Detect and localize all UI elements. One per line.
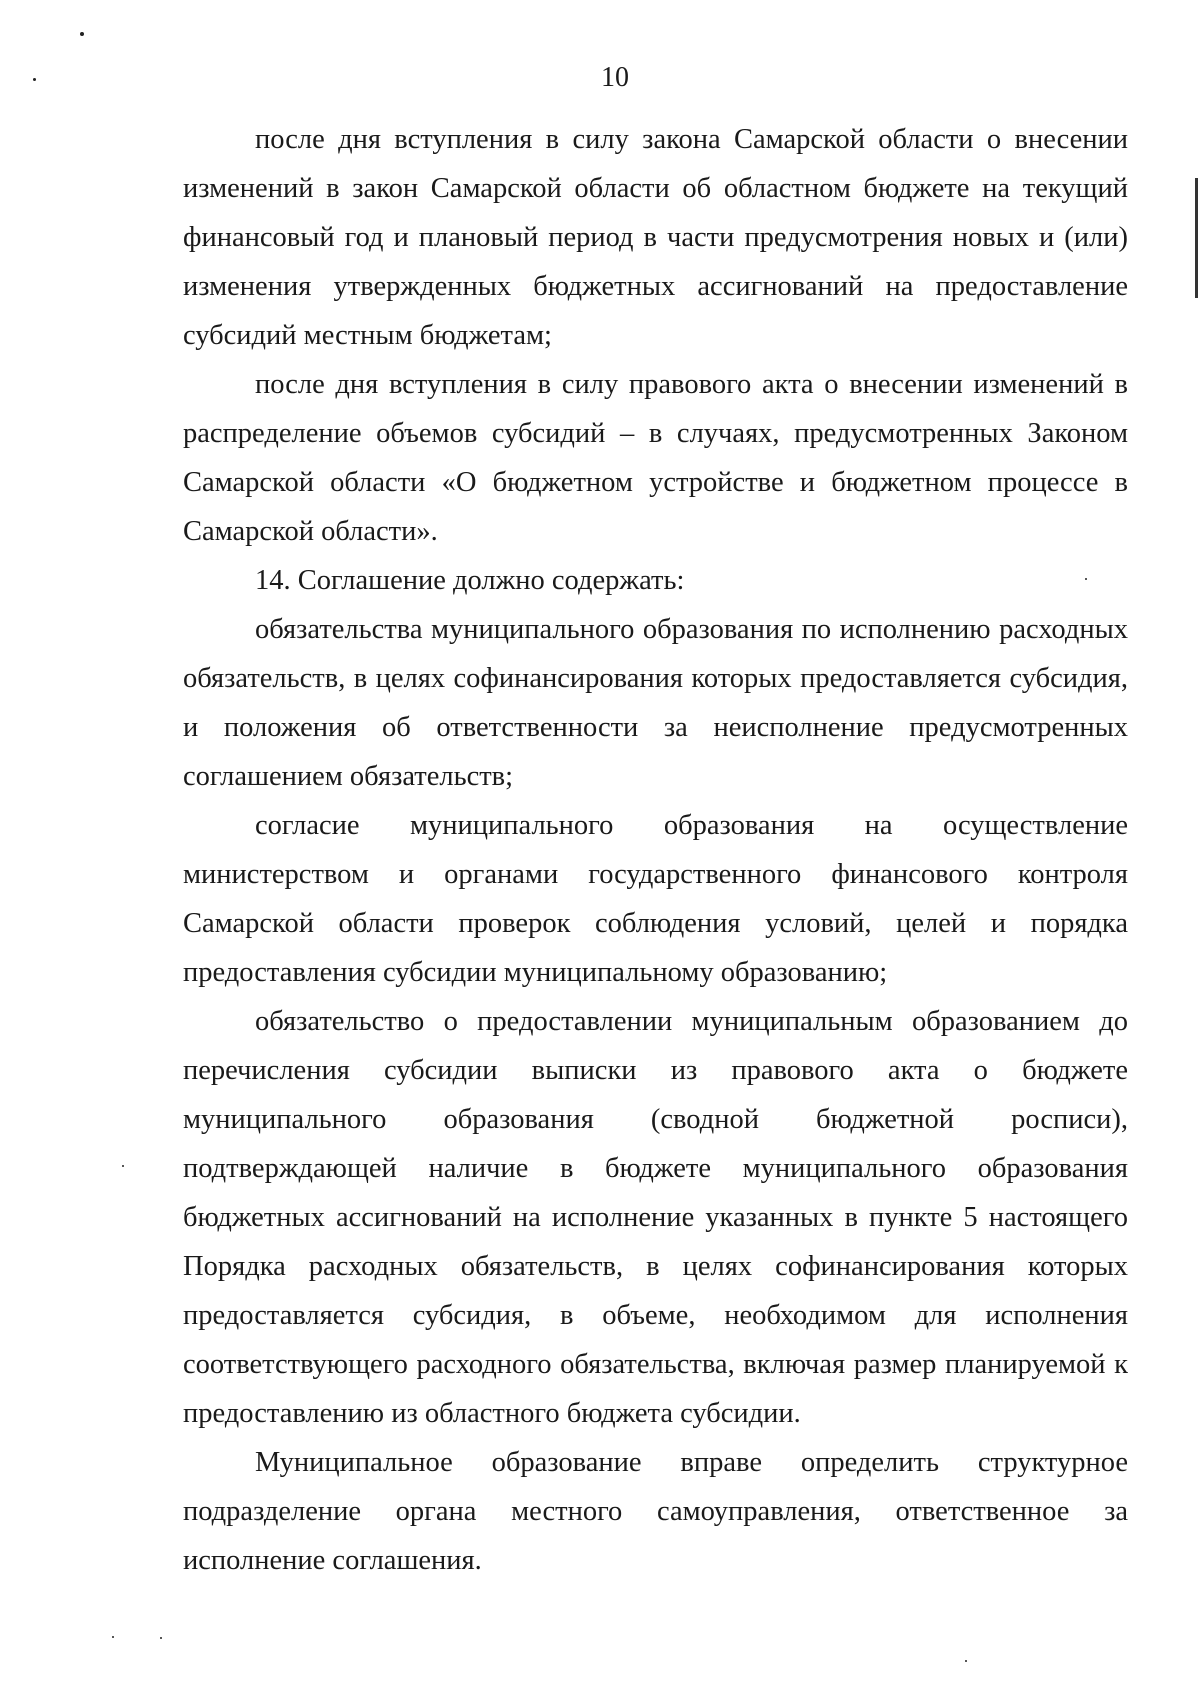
paragraph-budget-law-amendment: после дня вступления в силу закона Самарской области о внесении изменений в закон Самарской области об областном бюджете на текущий финансовый год и плановый период в части предусмотрения новых и (или) изменения утвержденных бюджетных ассигнований на предоставление субсидий местным бюджетам; bbox=[183, 124, 1128, 351]
page-number: 10 bbox=[601, 62, 629, 93]
paragraph-responsible-unit: Муниципальное образование вправе определить структурное подразделение органа местного самоуправления, ответственное за исполнение соглашения. bbox=[183, 1447, 1128, 1576]
paragraph-obligations: обязательства муниципального образования по исполнению расходных обязательств, в целях софинансирования которых предоставляется субсидия, и положения об ответственности за неисполнение предусмотренных соглашением обязательств; bbox=[183, 614, 1128, 792]
scan-speck bbox=[122, 1165, 124, 1167]
paragraph-agreement-heading: 14. Соглашение должно содержать: bbox=[255, 565, 685, 596]
scan-speck bbox=[965, 1660, 967, 1662]
paragraph-consent: согласие муниципального образования на осуществление министерством и органами государственного финансового контроля Самарской области проверок соблюдения условий, целей и порядка предоставления субсидии муниципальному образованию; bbox=[183, 810, 1128, 988]
paragraph-budget-extract: обязательство о предоставлении муниципальным образованием до перечисления субсидии выписки из правового акта о бюджете муниципального образования (сводной бюджетной росписи), подтверждающей наличие в бюджете муниципального образования бюджетных ассигнований на исполнение указанных в пункте 5 настоящего Порядка расходных обязательств, в целях софинансирования которых предоставляется субсидия, в объеме, необходимом для исполнения соответствующего расходного обязательства, включая размер планируемой к предоставлению из областного бюджета субсидии. bbox=[183, 1006, 1128, 1429]
scan-speck bbox=[160, 1637, 162, 1639]
paragraph-legal-act-amendment: после дня вступления в силу правового акта о внесении изменений в распределение объемов субсидий – в случаях, предусмотренных Законом Самарской области «О бюджетном устройстве и бюджетном процессе в Самарской области». bbox=[183, 369, 1128, 547]
scan-speck bbox=[112, 1636, 114, 1638]
document-body bbox=[183, 115, 1128, 1585]
scan-speck bbox=[33, 78, 36, 81]
scan-speck bbox=[80, 32, 84, 36]
scan-edge-line bbox=[1195, 178, 1198, 298]
scan-speck bbox=[1085, 578, 1087, 580]
